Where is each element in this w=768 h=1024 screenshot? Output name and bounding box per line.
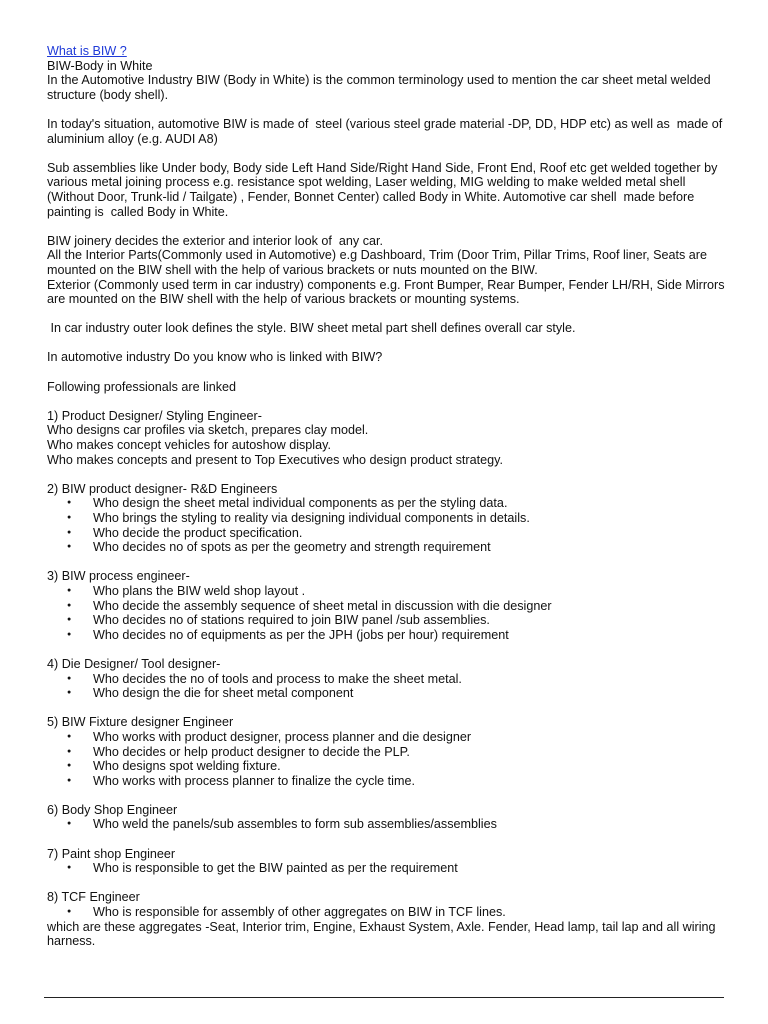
spacer [47, 788, 727, 803]
section-6-heading: 6) Body Shop Engineer [47, 802, 178, 817]
section-1-line: Who makes concept vehicles for autoshow display. [47, 438, 331, 453]
section-1-line: Who makes concepts and present to Top Executives who design product strategy. [47, 452, 503, 467]
document-body [47, 44, 727, 949]
list-item: ● Who decides or help product designer to decide the PLP. [47, 745, 727, 760]
intro-paragraph-1: In the Automotive Industry BIW (Body in White) is the common terminology used to mention the car sheet metal welded structure (body shell). [47, 73, 715, 102]
list-item: ● Who decide the assembly sequence of sheet metal in discussion with die designer [47, 599, 727, 614]
spacer [47, 876, 727, 891]
list-item: ● Who is responsible for assembly of other aggregates on BIW in TCF lines. [47, 905, 727, 920]
spacer [47, 307, 727, 322]
intro-paragraph-6: In automotive industry Do you know who is linked with BIW? [47, 350, 383, 365]
section-8-footer: which are these aggregates -Seat, Interior trim, Engine, Exhaust System, Axle. Fender, Head lamp, tail lap and all wiring harness. [47, 919, 720, 949]
intro-paragraph-3: Sub assemblies like Under body, Body side Left Hand Side/Right Hand Side, Front End, Roof etc get welded together by various metal joining process e.g. resistance spot welding, Laser welding, MIG welding to make welded metal shell (Without Door, Trunk-lid / Tailgate) , Fender, Bonnet Center) called Body in White. Automotive car shell made before painting is called Body in White. [47, 160, 721, 219]
section-4-heading: 4) Die Designer/ Tool designer- [47, 656, 221, 671]
spacer [47, 394, 727, 409]
section-8-list [47, 905, 727, 920]
list-item: ● Who decides the no of tools and process to make the sheet metal. [47, 672, 727, 687]
list-item: ● Who design the sheet metal individual components as per the styling data. [47, 496, 727, 511]
spacer [47, 642, 727, 657]
list-item: ● Who design the die for sheet metal component [47, 686, 727, 701]
list-item: ● Who decides no of spots as per the geometry and strength requirement [47, 540, 727, 555]
list-item: ● Who brings the styling to reality via designing individual components in details. [47, 511, 727, 526]
section-1-line: Who designs car profiles via sketch, prepares clay model. [47, 423, 369, 438]
section-6-list [47, 817, 727, 832]
intro-paragraph-4c: Exterior (Commonly used term in car industry) components e.g. Front Bumper, Rear Bumper, Fender LH/RH, Side Mirrors are mounted on the BIW shell with the help of various brackets or mounting systems. [47, 277, 729, 307]
spacer [47, 832, 727, 847]
intro-paragraph-4b: All the Interior Parts(Commonly used in Automotive) e.g Dashboard, Trim (Door Trim, Pillar Trims, Roof liner, Seats are mounted on the BIW shell with the help of various brackets or nuts mounted on the BIW. [47, 248, 711, 277]
intro-paragraph-5: In car industry outer look defines the style. BIW sheet metal part shell defines overall car style. [47, 321, 576, 336]
section-4-list [47, 672, 727, 701]
section-2-list [47, 496, 727, 554]
list-item: ● Who plans the BIW weld shop layout . [47, 584, 727, 599]
section-8-heading: 8) TCF Engineer [47, 890, 140, 905]
list-item: ● Who works with product designer, process planner and die designer [47, 730, 727, 745]
spacer [47, 701, 727, 716]
spacer [47, 555, 727, 570]
intro-paragraph-2: In today's situation, automotive BIW is made of steel (various steel grade material -DP, DD, HDP etc) as well as made of aluminium alloy (e.g. AUDI A8) [47, 116, 726, 146]
list-item: ● Who weld the panels/sub assembles to form sub assemblies/assemblies [47, 817, 727, 832]
spacer [47, 219, 727, 234]
section-7-heading: 7) Paint shop Engineer [47, 846, 176, 861]
list-item: ● Who decides no of stations required to join BIW panel /sub assemblies. [47, 613, 727, 628]
spacer [47, 102, 727, 117]
intro-subtitle: BIW-Body in White [47, 58, 153, 73]
page-footer-divider [44, 997, 724, 998]
spacer [47, 467, 727, 482]
spacer [47, 365, 727, 380]
spacer [47, 336, 727, 351]
list-item: ● Who decide the product specification. [47, 526, 727, 541]
section-5-heading: 5) BIW Fixture designer Engineer [47, 715, 234, 730]
section-3-list [47, 584, 727, 642]
list-item: ● Who designs spot welding fixture. [47, 759, 727, 774]
section-5-list [47, 730, 727, 788]
list-item: ● Who is responsible to get the BIW painted as per the requirement [47, 861, 727, 876]
intro-paragraph-7: Following professionals are linked [47, 379, 237, 394]
section-7-list [47, 861, 727, 876]
list-item: ● Who decides no of equipments as per the JPH (jobs per hour) requirement [47, 628, 727, 643]
section-3-heading: 3) BIW process engineer- [47, 569, 190, 584]
what-is-biw-link[interactable]: What is BIW ? [47, 44, 127, 58]
section-1-heading: 1) Product Designer/ Styling Engineer- [47, 408, 262, 423]
spacer [47, 146, 727, 161]
intro-paragraph-4a: BIW joinery decides the exterior and interior look of any car. [47, 233, 383, 248]
list-item: ● Who works with process planner to finalize the cycle time. [47, 774, 727, 789]
section-2-heading: 2) BIW product designer- R&D Engineers [47, 481, 278, 496]
